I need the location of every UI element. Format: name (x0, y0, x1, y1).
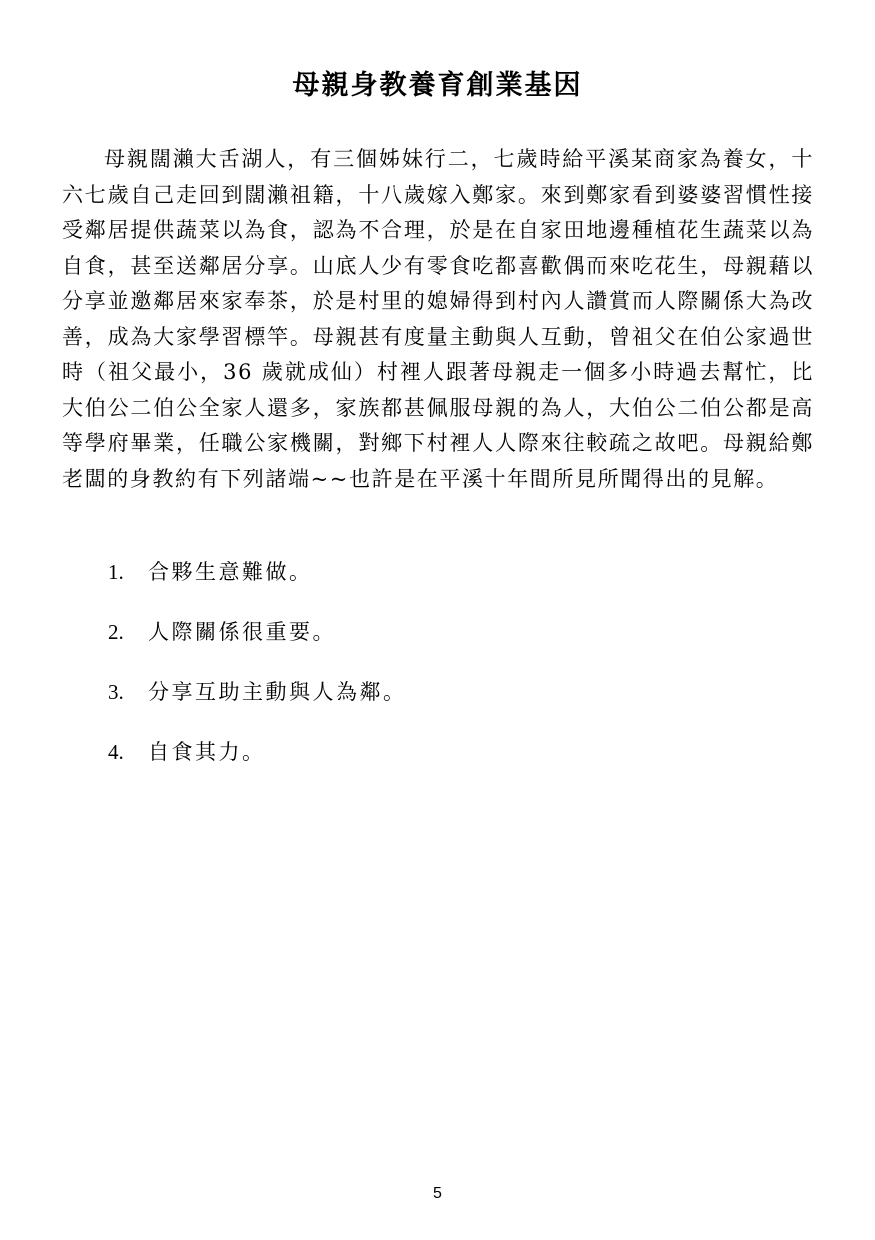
document-title: 母親身教養育創業基因 (292, 70, 583, 101)
list-item-number: 4. (108, 740, 124, 764)
list-item-text: 人際關係很重要。 (148, 620, 336, 644)
list-item-text: 分享互助主動與人為鄰。 (148, 680, 407, 704)
body-paragraph: 母親闊瀨大舌湖人，有三個姊妹行二，七歲時給平溪某商家為養女，十六七歲自己走回到闊瀨祖籍，十八歲嫁入鄭家。來到鄭家看到婆婆習慣性接受鄰居提供蔬菜以為食，認為不合理，於是在自家田地邊種植花生蔬菜以為自食，甚至送鄰居分享。山底人少有零食吃都喜歡偶而來吃花生，母親藉以分享並邀鄰居來家奉茶，於是村里的媳婦得到村內人讚賞而人際關係大為改善，成為大家學習標竿。母親甚有度量主動與人互動，曾祖父在伯公家過世時（祖父最小，36 歲就成仙）村裡人跟著母親走一個多小時過去幫忙，比大伯公二伯公全家人還多，家族都甚佩服母親的為人，大伯公二伯公都是高等學府畢業，任職公家機關，對鄉下村裡人人際來往較疏之故吧。母親給鄭老闆的身教約有下列諸端~~也許是在平溪十年間所見所聞得出的見解。 (62, 147, 814, 491)
list-item-number: 3. (108, 680, 124, 704)
list-item (108, 557, 407, 617)
list-item (108, 677, 407, 737)
list-item-text: 自食其力。 (148, 740, 266, 764)
list-item (108, 617, 407, 677)
lesson-list (108, 557, 407, 797)
list-item-number: 2. (108, 620, 124, 644)
list-item (108, 737, 407, 797)
page-number: 5 (433, 1185, 442, 1202)
list-item-text: 合夥生意難做。 (148, 560, 313, 584)
list-item-number: 1. (108, 560, 124, 584)
